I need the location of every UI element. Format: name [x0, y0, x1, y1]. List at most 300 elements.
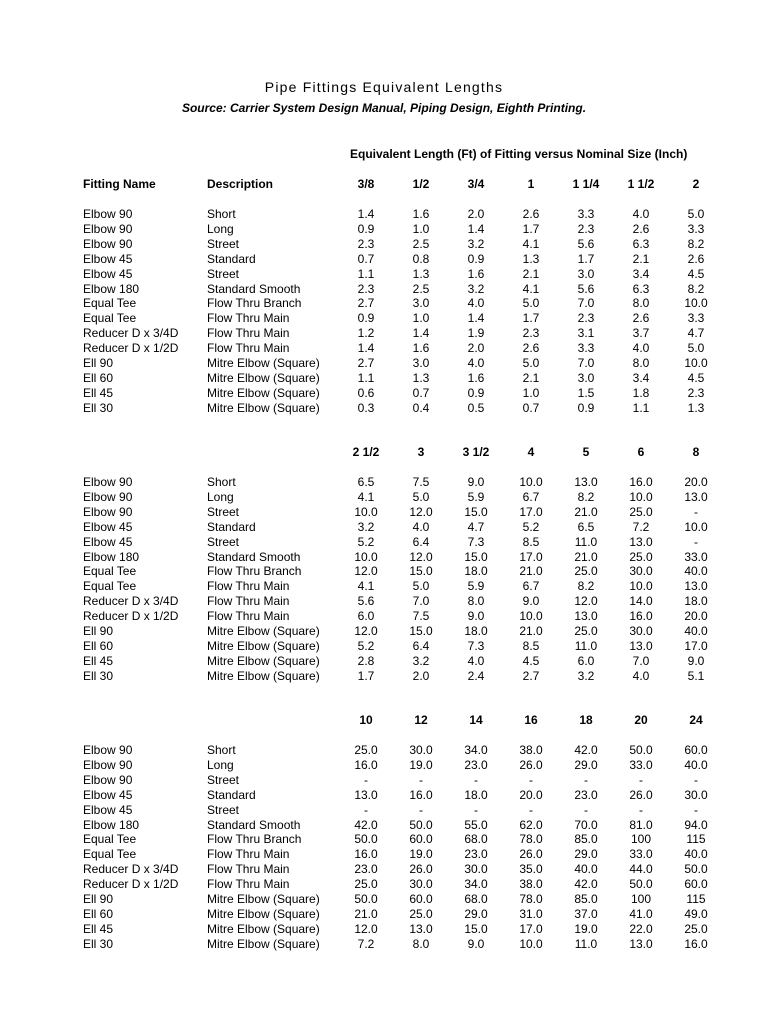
fitting-description: Flow Thru Main — [207, 326, 290, 341]
fitting-name: Elbow 90 — [83, 236, 133, 251]
fitting-description: Short — [207, 475, 236, 489]
equivalent-length-cell: 2.3 — [357, 281, 375, 296]
equivalent-length-cell: 30.0 — [629, 624, 653, 638]
equivalent-length-cell: 12.0 — [574, 594, 598, 609]
equivalent-length-cell: 6.7 — [522, 489, 540, 504]
equivalent-length-cell: 44.0 — [629, 862, 653, 877]
equivalent-length-cell: 5.0 — [687, 341, 705, 356]
equivalent-length-cell: 15.0 — [464, 504, 488, 519]
equivalent-length-cell: 13.0 — [629, 534, 653, 549]
nominal-size-header: 24 — [689, 713, 703, 727]
equivalent-length-cell: 8.2 — [577, 579, 595, 594]
equivalent-length-cell: 2.3 — [577, 221, 595, 236]
fitting-description: Street — [207, 534, 240, 549]
equivalent-length-cell: 2.3 — [577, 311, 595, 326]
fitting-name: Ell 30 — [83, 400, 114, 415]
equivalent-length-cell: 16.0 — [354, 847, 378, 862]
equivalent-length-cell: 100 — [630, 832, 652, 847]
equivalent-length-cell: 42.0 — [354, 817, 378, 832]
equivalent-length-cell: 4.1 — [357, 489, 375, 504]
equivalent-length-cell: 1.7 — [522, 221, 540, 236]
equivalent-length-cell: 8.0 — [467, 594, 485, 609]
fitting-name: Equal Tee — [83, 296, 137, 311]
equivalent-length-cell: 18.0 — [464, 787, 488, 802]
equivalent-length-cell: 26.0 — [629, 787, 653, 802]
equivalent-length-cell: 1.6 — [412, 207, 430, 221]
table-row — [0, 803, 768, 818]
equivalent-length-cell: 1.7 — [357, 668, 375, 683]
fitting-description: Mitre Elbow (Square) — [207, 921, 320, 936]
equivalent-length-cell: 3.2 — [467, 281, 485, 296]
table-row — [0, 282, 768, 297]
equivalent-length-cell: 40.0 — [684, 564, 708, 579]
equivalent-length-cell: 2.7 — [522, 668, 540, 683]
equivalent-length-cell: 6.7 — [522, 579, 540, 594]
equivalent-length-cell: 10.0 — [519, 609, 543, 624]
fitting-description: Flow Thru Main — [207, 862, 290, 877]
equivalent-length-cell: 8.2 — [687, 236, 705, 251]
fitting-description: Mitre Elbow (Square) — [207, 385, 320, 400]
equivalent-length-cell: 30.0 — [409, 743, 433, 757]
equivalent-length-cell: 17.0 — [519, 921, 543, 936]
table-row — [0, 773, 768, 788]
fitting-description: Flow Thru Main — [207, 847, 290, 862]
fitting-name: Ell 45 — [83, 921, 114, 936]
fitting-description: Short — [207, 207, 236, 221]
fitting-description: Flow Thru Main — [207, 594, 290, 609]
equivalent-length-cell: 115 — [686, 892, 706, 906]
equivalent-length-cell: 3.0 — [412, 356, 430, 370]
equivalent-length-cell: 70.0 — [574, 817, 598, 832]
table-row — [0, 237, 768, 252]
equivalent-length-cell: 4.1 — [357, 579, 375, 594]
table-caption: Equivalent Length (Ft) of Fitting versus Nominal Size (Inch) — [350, 147, 688, 161]
fitting-name: Ell 60 — [83, 906, 114, 921]
equivalent-length-cell: 115 — [686, 832, 706, 847]
equivalent-length-cell: 10.0 — [629, 489, 653, 504]
nominal-size-header: 18 — [579, 713, 593, 727]
equivalent-length-cell: 25.0 — [684, 921, 708, 936]
equivalent-length-cell: 12.0 — [409, 549, 433, 564]
equivalent-length-cell: 68.0 — [464, 892, 488, 906]
equivalent-length-cell: 25.0 — [574, 624, 598, 638]
nominal-size-header: 3 — [417, 445, 425, 459]
fitting-name: Equal Tee — [83, 832, 137, 847]
fitting-name: Elbow 90 — [83, 475, 133, 489]
equivalent-length-cell: 8.0 — [632, 296, 650, 311]
table-row — [0, 267, 768, 282]
equivalent-length-cell: 15.0 — [464, 921, 488, 936]
equivalent-length-cell: - — [694, 802, 698, 817]
equivalent-length-cell: 1.4 — [467, 311, 485, 326]
equivalent-length-cell: 33.0 — [684, 549, 708, 564]
table-row — [0, 654, 768, 669]
equivalent-length-cell: 1.0 — [412, 221, 430, 236]
equivalent-length-cell: 2.7 — [357, 296, 375, 311]
equivalent-length-cell: 5.9 — [467, 489, 485, 504]
fitting-name: Ell 30 — [83, 668, 114, 683]
equivalent-length-cell: 23.0 — [574, 787, 598, 802]
equivalent-length-cell: 38.0 — [519, 743, 543, 757]
equivalent-length-cell: 23.0 — [464, 757, 488, 772]
table-row — [0, 207, 768, 222]
equivalent-length-cell: 26.0 — [409, 862, 433, 877]
fitting-name: Equal Tee — [83, 564, 137, 579]
nominal-size-header: 3 1/2 — [462, 445, 490, 459]
equivalent-length-cell: 2.0 — [467, 207, 485, 221]
equivalent-length-cell: 37.0 — [574, 906, 598, 921]
equivalent-length-cell: 7.3 — [467, 534, 485, 549]
equivalent-length-cell: 15.0 — [464, 549, 488, 564]
fitting-name: Reducer D x 3/4D — [83, 326, 179, 341]
table-row — [0, 401, 768, 416]
equivalent-length-cell: 4.0 — [632, 341, 650, 356]
equivalent-length-cell: 17.0 — [684, 638, 708, 653]
equivalent-length-cell: 7.0 — [632, 653, 650, 668]
equivalent-length-cell: 40.0 — [574, 862, 598, 877]
fitting-name: Reducer D x 1/2D — [83, 609, 179, 624]
equivalent-length-cell: 4.1 — [522, 281, 540, 296]
equivalent-length-cell: - — [419, 802, 423, 817]
equivalent-length-cell: 38.0 — [519, 877, 543, 892]
equivalent-length-cell: 5.1 — [687, 668, 705, 683]
fitting-name: Ell 30 — [83, 936, 114, 951]
equivalent-length-cell: 10.0 — [354, 504, 378, 519]
equivalent-length-cell: 4.5 — [687, 370, 705, 385]
equivalent-length-cell: 3.3 — [577, 207, 595, 221]
equivalent-length-cell: 4.0 — [467, 653, 485, 668]
equivalent-length-cell: 23.0 — [354, 862, 378, 877]
equivalent-length-cell: 19.0 — [409, 847, 433, 862]
table-row — [0, 520, 768, 535]
fitting-description: Mitre Elbow (Square) — [207, 653, 320, 668]
equivalent-length-cell: 50.0 — [354, 892, 378, 906]
equivalent-length-cell: 13.0 — [684, 579, 708, 594]
equivalent-length-cell: 6.3 — [632, 281, 650, 296]
equivalent-length-cell: 3.3 — [577, 341, 595, 356]
fitting-description: Mitre Elbow (Square) — [207, 936, 320, 951]
equivalent-length-cell: 30.0 — [629, 564, 653, 579]
equivalent-length-cell: 7.5 — [412, 475, 430, 489]
equivalent-length-cell: 3.4 — [632, 266, 650, 281]
table-row — [0, 579, 768, 594]
equivalent-length-cell: 4.0 — [467, 296, 485, 311]
equivalent-length-cell: 2.7 — [357, 356, 375, 370]
equivalent-length-cell: 42.0 — [574, 743, 598, 757]
equivalent-length-cell: 19.0 — [409, 757, 433, 772]
equivalent-length-cell: - — [419, 772, 423, 787]
equivalent-length-cell: 3.3 — [687, 221, 705, 236]
table-row — [0, 564, 768, 579]
equivalent-length-cell: 10.0 — [354, 549, 378, 564]
equivalent-length-cell: 41.0 — [629, 906, 653, 921]
equivalent-length-cell: 0.4 — [412, 400, 430, 415]
fitting-name: Elbow 180 — [83, 281, 140, 296]
equivalent-length-cell: 1.3 — [687, 400, 705, 415]
equivalent-length-cell: 4.5 — [522, 653, 540, 668]
equivalent-length-cell: 3.2 — [412, 653, 430, 668]
table-row — [0, 639, 768, 654]
equivalent-length-cell: 26.0 — [519, 757, 543, 772]
table-row — [0, 535, 768, 550]
equivalent-length-cell: 1.2 — [357, 326, 375, 341]
equivalent-length-cell: 8.5 — [522, 534, 540, 549]
fitting-name: Reducer D x 3/4D — [83, 594, 179, 609]
equivalent-length-cell: 55.0 — [464, 817, 488, 832]
equivalent-length-cell: 5.0 — [412, 579, 430, 594]
equivalent-length-cell: 25.0 — [409, 906, 433, 921]
fitting-name: Ell 45 — [83, 385, 114, 400]
equivalent-length-cell: 2.1 — [522, 266, 540, 281]
equivalent-length-cell: 3.0 — [412, 296, 430, 311]
table-row — [0, 371, 768, 386]
table-row — [0, 758, 768, 773]
nominal-size-header: 4 — [527, 445, 535, 459]
equivalent-length-cell: 78.0 — [519, 892, 543, 906]
fitting-name: Elbow 45 — [83, 787, 133, 802]
equivalent-length-cell: 9.0 — [467, 936, 485, 951]
equivalent-length-cell: 0.8 — [412, 251, 430, 266]
equivalent-length-cell: 34.0 — [464, 743, 488, 757]
table-row — [0, 386, 768, 401]
equivalent-length-cell: 5.0 — [412, 489, 430, 504]
equivalent-length-cell: - — [364, 802, 368, 817]
equivalent-length-cell: 1.1 — [632, 400, 650, 415]
source-line: Source: Carrier System Design Manual, Piping Design, Eighth Printing. — [181, 101, 587, 115]
equivalent-length-cell: 0.9 — [357, 221, 375, 236]
equivalent-length-cell: 13.0 — [629, 638, 653, 653]
fitting-description: Street — [207, 802, 240, 817]
fitting-description: Standard Smooth — [207, 817, 301, 832]
equivalent-length-cell: 8.0 — [632, 356, 650, 370]
equivalent-length-cell: 18.0 — [464, 564, 488, 579]
equivalent-length-cell: 2.0 — [467, 341, 485, 356]
equivalent-length-cell: 1.0 — [412, 311, 430, 326]
equivalent-length-cell: 4.5 — [687, 266, 705, 281]
table-row — [0, 937, 768, 952]
table-row — [0, 922, 768, 937]
equivalent-length-cell: - — [584, 802, 588, 817]
nominal-size-header: 6 — [637, 445, 645, 459]
nominal-size-header: 3/4 — [467, 177, 485, 191]
equivalent-length-cell: 1.0 — [522, 385, 540, 400]
equivalent-length-cell: 13.0 — [629, 936, 653, 951]
fitting-name: Equal Tee — [83, 579, 137, 594]
equivalent-length-cell: 50.0 — [629, 743, 653, 757]
equivalent-length-cell: 94.0 — [684, 817, 708, 832]
equivalent-length-cell: 49.0 — [684, 906, 708, 921]
equivalent-length-cell: 1.8 — [632, 385, 650, 400]
equivalent-length-cell: 6.4 — [412, 638, 430, 653]
fitting-name: Elbow 45 — [83, 534, 133, 549]
equivalent-length-cell: 2.6 — [687, 251, 705, 266]
equivalent-length-cell: 1.4 — [412, 326, 430, 341]
fitting-description: Flow Thru Main — [207, 579, 290, 594]
table-row — [0, 505, 768, 520]
equivalent-length-cell: 0.5 — [467, 400, 485, 415]
equivalent-length-cell: 15.0 — [409, 624, 433, 638]
equivalent-length-cell: 7.0 — [577, 296, 595, 311]
equivalent-length-cell: 2.6 — [632, 221, 650, 236]
table-row — [0, 907, 768, 922]
equivalent-length-cell: 1.4 — [357, 207, 375, 221]
size-header-row — [0, 445, 768, 460]
equivalent-length-cell: 5.9 — [467, 579, 485, 594]
table-row — [0, 594, 768, 609]
fitting-description: Flow Thru Branch — [207, 564, 302, 579]
fitting-name-header: Fitting Name — [83, 177, 156, 191]
equivalent-length-cell: 2.4 — [467, 668, 485, 683]
equivalent-length-cell: 5.0 — [687, 207, 705, 221]
equivalent-length-cell: 25.0 — [629, 549, 653, 564]
size-header-row — [0, 713, 768, 728]
equivalent-length-cell: 1.7 — [577, 251, 595, 266]
table-row — [0, 475, 768, 490]
page-title: Pipe Fittings Equivalent Lengths — [264, 79, 504, 95]
equivalent-length-cell: 4.7 — [467, 519, 485, 534]
equivalent-length-cell: 7.2 — [632, 519, 650, 534]
fitting-description: Street — [207, 504, 240, 519]
fitting-description: Long — [207, 489, 234, 504]
equivalent-length-cell: 2.3 — [357, 236, 375, 251]
fitting-description: Standard — [207, 519, 256, 534]
nominal-size-header: 16 — [524, 713, 538, 727]
fitting-name: Elbow 90 — [83, 772, 133, 787]
equivalent-length-cell: 0.7 — [357, 251, 375, 266]
nominal-size-header: 2 — [692, 177, 700, 191]
equivalent-length-cell: 1.7 — [522, 311, 540, 326]
fitting-description: Flow Thru Main — [207, 311, 290, 326]
equivalent-length-cell: 13.0 — [574, 609, 598, 624]
equivalent-length-cell: 3.0 — [577, 370, 595, 385]
fitting-description: Flow Thru Main — [207, 609, 290, 624]
equivalent-length-cell: 2.5 — [412, 281, 430, 296]
nominal-size-header: 10 — [359, 713, 373, 727]
equivalent-length-cell: 1.4 — [357, 341, 375, 356]
equivalent-length-cell: 16.0 — [684, 936, 708, 951]
equivalent-length-cell: 16.0 — [409, 787, 433, 802]
table-row — [0, 609, 768, 624]
fitting-description: Mitre Elbow (Square) — [207, 370, 320, 385]
nominal-size-header: 20 — [634, 713, 648, 727]
equivalent-length-cell: 10.0 — [629, 579, 653, 594]
equivalent-length-cell: 1.4 — [467, 221, 485, 236]
table-row — [0, 341, 768, 356]
equivalent-length-cell: 5.0 — [522, 296, 540, 311]
equivalent-length-cell: 5.0 — [522, 356, 540, 370]
equivalent-length-cell: 62.0 — [519, 817, 543, 832]
nominal-size-header: 3/8 — [357, 177, 375, 191]
equivalent-length-cell: 7.0 — [577, 356, 595, 370]
fitting-description: Standard Smooth — [207, 281, 301, 296]
equivalent-length-cell: 25.0 — [354, 743, 378, 757]
equivalent-length-cell: - — [694, 534, 698, 549]
equivalent-length-cell: 0.9 — [467, 251, 485, 266]
equivalent-length-cell: 6.5 — [357, 475, 375, 489]
equivalent-length-cell: 33.0 — [629, 847, 653, 862]
equivalent-length-cell: 4.0 — [467, 356, 485, 370]
equivalent-length-cell: 1.1 — [357, 370, 375, 385]
fitting-description: Standard — [207, 251, 256, 266]
equivalent-length-cell: 3.4 — [632, 370, 650, 385]
equivalent-length-cell: 50.0 — [354, 832, 378, 847]
fitting-name: Ell 45 — [83, 653, 114, 668]
equivalent-length-cell: 15.0 — [409, 564, 433, 579]
table-row — [0, 311, 768, 326]
fitting-name: Elbow 90 — [83, 504, 133, 519]
equivalent-length-cell: 40.0 — [684, 847, 708, 862]
equivalent-length-cell: 2.3 — [687, 385, 705, 400]
equivalent-length-cell: - — [639, 772, 643, 787]
equivalent-length-cell: 16.0 — [629, 475, 653, 489]
equivalent-length-cell: 1.6 — [467, 370, 485, 385]
equivalent-length-cell: 3.3 — [687, 311, 705, 326]
equivalent-length-cell: 13.0 — [409, 921, 433, 936]
fitting-name: Ell 90 — [83, 356, 114, 370]
equivalent-length-cell: - — [639, 802, 643, 817]
fitting-name: Reducer D x 1/2D — [83, 341, 179, 356]
equivalent-length-cell: 18.0 — [684, 594, 708, 609]
equivalent-length-cell: 4.1 — [522, 236, 540, 251]
size-header-row — [0, 177, 768, 192]
equivalent-length-cell: 2.6 — [522, 207, 540, 221]
equivalent-length-cell: 40.0 — [684, 624, 708, 638]
equivalent-length-cell: 8.2 — [577, 489, 595, 504]
equivalent-length-cell: 14.0 — [629, 594, 653, 609]
fitting-description: Mitre Elbow (Square) — [207, 638, 320, 653]
equivalent-length-cell: 1.9 — [467, 326, 485, 341]
equivalent-length-cell: 2.6 — [522, 341, 540, 356]
equivalent-length-cell: 60.0 — [409, 832, 433, 847]
table-row — [0, 743, 768, 758]
equivalent-length-cell: 10.0 — [519, 936, 543, 951]
nominal-size-header: 1/2 — [412, 177, 430, 191]
table-row — [0, 326, 768, 341]
equivalent-length-cell: 21.0 — [519, 624, 543, 638]
equivalent-length-cell: 1.1 — [357, 266, 375, 281]
equivalent-length-cell: 2.3 — [522, 326, 540, 341]
equivalent-length-cell: 0.7 — [412, 385, 430, 400]
fitting-name: Elbow 90 — [83, 757, 133, 772]
equivalent-length-cell: 20.0 — [519, 787, 543, 802]
table-row — [0, 356, 768, 371]
fitting-name: Ell 90 — [83, 624, 114, 638]
equivalent-length-cell: 2.1 — [632, 251, 650, 266]
nominal-size-header: 8 — [692, 445, 700, 459]
equivalent-length-cell: 17.0 — [519, 549, 543, 564]
nominal-size-header: 2 1/2 — [352, 445, 380, 459]
equivalent-length-cell: 2.0 — [412, 668, 430, 683]
equivalent-length-cell: 11.0 — [574, 936, 598, 951]
equivalent-length-cell: - — [529, 772, 533, 787]
table-row — [0, 624, 768, 639]
fitting-description: Flow Thru Main — [207, 341, 290, 356]
equivalent-length-cell: 3.0 — [577, 266, 595, 281]
fitting-description: Flow Thru Main — [207, 877, 290, 892]
table-row — [0, 862, 768, 877]
fitting-description: Standard Smooth — [207, 549, 301, 564]
equivalent-length-cell: 2.5 — [412, 236, 430, 251]
equivalent-length-cell: 21.0 — [574, 549, 598, 564]
equivalent-length-cell: 9.0 — [522, 594, 540, 609]
fitting-description: Mitre Elbow (Square) — [207, 668, 320, 683]
table-row — [0, 550, 768, 565]
equivalent-length-cell: 25.0 — [629, 504, 653, 519]
fitting-name: Elbow 45 — [83, 251, 133, 266]
equivalent-length-cell: 1.6 — [467, 266, 485, 281]
equivalent-length-cell: 8.5 — [522, 638, 540, 653]
equivalent-length-cell: 20.0 — [684, 475, 708, 489]
